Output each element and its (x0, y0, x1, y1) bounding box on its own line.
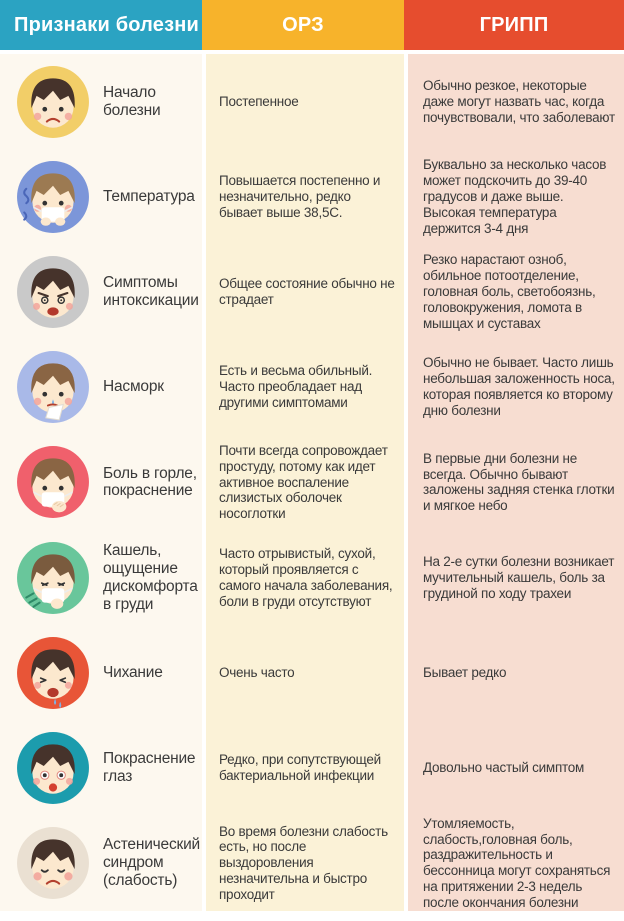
sore-throat-boy-icon (16, 445, 90, 519)
gripp-cell (404, 149, 624, 244)
orz-cell (202, 149, 404, 244)
sign-label: Насморк (103, 378, 164, 396)
sign-cell (0, 54, 202, 149)
gripp-cell (404, 340, 624, 435)
orz-text: Есть и весьма обильный. Часто преобладает над другими симптомами (219, 363, 373, 411)
table-row (0, 530, 624, 625)
sign-cell (0, 149, 202, 244)
sign-cell (0, 530, 202, 625)
table-row (0, 340, 624, 435)
orz-cell (202, 816, 404, 911)
orz-text: Очень часто (219, 664, 295, 680)
gripp-cell (404, 625, 624, 720)
gripp-cell (404, 435, 624, 530)
sign-cell (0, 625, 202, 720)
table-row (0, 54, 624, 149)
gripp-text: Обычно резкое, некоторые даже могут назвать час, когда почувствовали, что заболевают (423, 77, 615, 125)
gripp-cell (404, 244, 624, 339)
gripp-cell (404, 54, 624, 149)
table-row (0, 244, 624, 339)
runny-nose-boy-icon (16, 350, 90, 424)
sign-label: Кашель, ощущение дискомфорта в груди (103, 541, 198, 613)
orz-text: Общее состояние обычно не страдает (219, 276, 395, 308)
gripp-text: Довольно частый симптом (423, 760, 585, 776)
gripp-text: Буквально за несколько часов может подскочить до 39-40 градусов и даже выше. Высокая температура держится 3-4 дня (423, 157, 607, 236)
gripp-text: Утомляемость, слабость,головная боль, раздражительность и бессонница могут сохраняться на притяжении 2-3 недель после окончания болезни (423, 815, 611, 911)
gripp-cell (404, 530, 624, 625)
sign-label: Астенический синдром (слабость) (103, 836, 200, 890)
sign-label: Покраснение глаз (103, 750, 196, 786)
coughing-boy-icon (16, 541, 90, 615)
orz-text: Почти всегда сопровождает простуду, потому как идет активное воспаление слизистых оболочек носоглотки (219, 442, 388, 522)
table-row (0, 816, 624, 911)
table-row (0, 625, 624, 720)
sign-label: Боль в горле, покраснение (103, 464, 197, 500)
gripp-text: Бывает редко (423, 664, 507, 680)
sign-cell (0, 340, 202, 435)
table-row (0, 435, 624, 530)
header-orz-column: ОРЗ (202, 0, 404, 50)
table-row (0, 149, 624, 244)
sad-boy-icon (16, 65, 90, 139)
orz-text: Часто отрывистый, сухой, который проявляется с самого начала заболевания, боли в груди отсутствуют (219, 545, 393, 609)
table-header (0, 0, 624, 50)
orz-text: Редко, при сопутствующей бактериальной инфекции (219, 752, 381, 784)
gripp-text: В первые дни болезни не всегда. Обычно бывают заложены задняя стенка глотки и мягкое небо (423, 450, 615, 514)
header-gripp-column: ГРИПП (404, 0, 624, 50)
gripp-cell (404, 721, 624, 816)
orz-cell (202, 530, 404, 625)
orz-cell (202, 244, 404, 339)
sign-label: Температура (103, 187, 195, 205)
orz-text: Во время болезни слабость есть, но после выздоровления незначительна и быстро проходит (219, 823, 388, 903)
sign-label: Начало болезни (103, 83, 161, 119)
orz-cell (202, 54, 404, 149)
table-body (0, 54, 624, 911)
orz-text: Повышается постепенно и незначительно, редко бывает выше 38,5С. (219, 172, 381, 220)
orz-cell (202, 721, 404, 816)
sign-cell (0, 435, 202, 530)
gripp-text: Резко нарастают озноб, обильное потоотделение, головная боль, светобоязнь, головокружения, ломота в мышцах и суставах (423, 252, 596, 331)
shivering-boy-mask-icon (16, 160, 90, 234)
dizzy-boy-icon (16, 255, 90, 329)
tired-boy-icon (16, 826, 90, 900)
table-row (0, 721, 624, 816)
red-eyes-boy-icon (16, 731, 90, 805)
sneezing-boy-icon (16, 636, 90, 710)
header-signs-column: Признаки болезни (0, 0, 202, 50)
gripp-text: Обычно не бывает. Часто лишь небольшая заложенность носа, которая появляется ко второму дню болезни (423, 355, 615, 419)
gripp-text: На 2-е сутки болезни возникает мучительный кашель, боль за грудиной по ходу трахеи (423, 553, 615, 601)
orz-cell (202, 340, 404, 435)
sign-cell (0, 721, 202, 816)
orz-cell (202, 625, 404, 720)
orz-cell (202, 435, 404, 530)
sign-label: Чихание (103, 663, 163, 681)
sign-cell (0, 816, 202, 911)
gripp-cell (404, 816, 624, 911)
sign-cell (0, 244, 202, 339)
orz-text: Постепенное (219, 93, 299, 109)
sign-label: Симптомы интоксикации (103, 274, 199, 310)
